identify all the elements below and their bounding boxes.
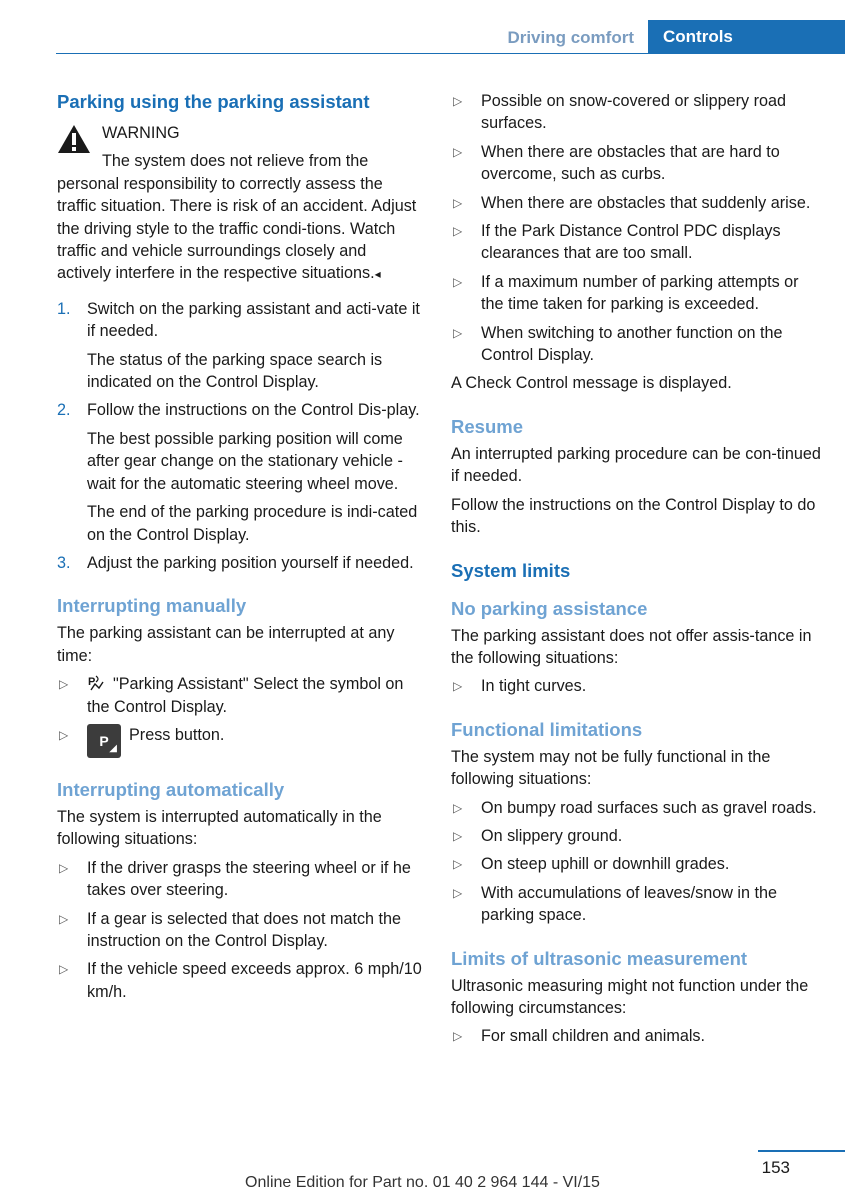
interruption-item-text: When there are obstacles that suddenly arise. <box>481 193 811 212</box>
section-title: Parking using the parking assistant <box>57 91 370 112</box>
manual-item-text: Press button. <box>129 725 225 744</box>
warning-text <box>57 173 424 286</box>
bullet-icon: ▷ <box>453 1029 463 1044</box>
no-assist-intro: The parking assistant does not offer assis-tance in the following situations: <box>451 626 812 667</box>
list-item <box>57 857 424 902</box>
parking-assistant-icon <box>87 674 107 692</box>
auto-item-text: If the vehicle speed exceeds approx. 6 mph/10 km/h. <box>87 960 422 1001</box>
resume-text-2: Follow the instructions on the Control Display to do this. <box>451 495 816 537</box>
bullet-icon: ▷ <box>453 325 463 340</box>
list-item <box>57 724 424 758</box>
functional-item-text: On slippery ground. <box>481 826 623 845</box>
step-item <box>57 298 424 394</box>
functional-intro: The system may not be fully functional in the following situations: <box>451 747 771 789</box>
warning-label: WARNING <box>102 124 180 142</box>
no-assist-list <box>451 675 821 697</box>
list-item <box>57 908 424 953</box>
bullet-icon: ▷ <box>453 885 463 900</box>
interruption-item-text: Possible on snow-covered or slippery road surfaces. <box>481 92 787 133</box>
manual-item-text: "Parking Assistant" Select the symbol on the Control Display. <box>87 675 404 716</box>
step-text: Adjust the parking position yourself if needed. <box>87 553 414 572</box>
list-item <box>57 958 424 1003</box>
list-item <box>451 825 821 847</box>
warning-icon <box>57 124 91 154</box>
interruption-list <box>451 90 821 366</box>
header-section-label: Driving comfort <box>507 28 634 47</box>
list-item <box>57 673 424 718</box>
list-item <box>451 853 821 875</box>
button-row <box>87 724 424 758</box>
step-number: 3. <box>57 553 71 572</box>
bullet-icon: ▷ <box>59 677 69 692</box>
auto-item-text: If the driver grasps the steering wheel or if he takes over steering. <box>87 858 411 900</box>
functional-item-text: On bumpy road surfaces such as gravel roads. <box>481 798 817 817</box>
bullet-icon: ▷ <box>453 274 463 289</box>
page-header <box>56 20 845 56</box>
bullet-icon: ▷ <box>453 144 463 159</box>
page-number: 153 <box>761 1158 790 1177</box>
list-item <box>451 882 821 927</box>
step-text: Follow the instructions on the Control Dis-play. <box>87 401 420 420</box>
heading-functional-limitations: Functional limitations <box>451 718 643 740</box>
list-item <box>451 1025 821 1047</box>
auto-intro: The system is interrupted automatically in the following situations: <box>57 807 382 849</box>
auto-item-text: If a gear is selected that does not match the instruction on the Control Display. <box>87 909 402 950</box>
functional-list <box>451 797 821 927</box>
step-number: 1. <box>57 299 71 318</box>
step-item <box>57 399 424 545</box>
bullet-icon: ▷ <box>453 828 463 843</box>
bullet-icon: ▷ <box>59 962 69 977</box>
bullet-icon: ▷ <box>453 679 463 694</box>
manual-list <box>57 673 424 758</box>
interruption-item-text: When there are obstacles that are hard to overcome, such as curbs. <box>481 142 780 184</box>
bullet-icon: ▷ <box>59 911 69 926</box>
list-item <box>451 192 821 214</box>
ultrasonic-intro: Ultrasonic measuring might not function under the following circumstances: <box>451 976 809 1017</box>
header-tab-controls: Controls <box>648 20 845 54</box>
list-item <box>451 220 821 265</box>
step-note: The best possible parking position will come after gear change on the stationary vehicle - wait for the automatic steering wheel move. <box>87 429 403 493</box>
ultrasonic-list <box>451 1025 821 1047</box>
step-note: The status of the parking space search is indicated on the Control Display. <box>87 350 383 392</box>
ultrasonic-item-text: For small children and animals. <box>481 1027 706 1046</box>
warning-text-rest: personal responsibility to correctly assess the traffic situation. There is risk of an accident. Adjust the driving style to the traffic condi-tions. Watch traffic and vehicle surroundings closely and actively interfere in the respective situations. <box>57 174 417 283</box>
bullet-icon: ▷ <box>59 727 69 742</box>
heading-interrupting-manually: Interrupting manually <box>57 595 247 617</box>
step-note: The end of the parking procedure is indi-cated on the Control Display. <box>87 503 418 544</box>
functional-item-text: With accumulations of leaves/snow in the parking space. <box>481 883 778 925</box>
bullet-icon: ▷ <box>453 195 463 210</box>
check-control-text: A Check Control message is displayed. <box>451 374 732 393</box>
header-rule <box>56 53 845 54</box>
warning-block <box>57 122 424 173</box>
interruption-item-text: When switching to another function on the Control Display. <box>481 323 783 365</box>
edition-note: Online Edition for Part no. 01 40 2 964 144 - VI/15 <box>245 1174 600 1191</box>
list-item <box>451 797 821 819</box>
left-column <box>57 90 424 1009</box>
step-number: 2. <box>57 401 71 420</box>
step-text: Switch on the parking assistant and acti-vate it if needed. <box>87 299 420 341</box>
list-item <box>451 141 821 186</box>
functional-item-text: On steep uphill or downhill grades. <box>481 855 730 874</box>
right-column <box>451 90 821 1054</box>
no-assist-item-text: In tight curves. <box>481 677 587 696</box>
heading-no-parking-assistance: No parking assistance <box>451 597 648 619</box>
interruption-item-text: If a maximum number of parking attempts or the time taken for parking is exceeded. <box>481 272 799 314</box>
bullet-icon: ▷ <box>59 860 69 875</box>
manual-intro: The parking assistant can be interrupted at any time: <box>57 624 395 665</box>
list-item <box>451 675 821 697</box>
warning-text-first: The system does not relieve from the <box>102 152 369 171</box>
svg-text:P: P <box>88 676 96 689</box>
heading-system-limits: System limits <box>451 559 571 581</box>
auto-list <box>57 857 424 1003</box>
bullet-icon: ▷ <box>453 224 463 239</box>
heading-interrupting-automatically: Interrupting automatically <box>57 778 285 800</box>
step-item <box>57 552 424 574</box>
list-item <box>451 271 821 316</box>
interruption-item-text: If the Park Distance Control PDC displays clearances that are too small. <box>481 222 781 263</box>
end-marker-icon: ◂ <box>374 267 381 282</box>
steps-list <box>57 298 424 574</box>
resume-text-1: An interrupted parking procedure can be con-tinued if needed. <box>451 444 821 486</box>
heading-limits-ultrasonic: Limits of ultrasonic measurement <box>451 947 748 969</box>
list-item <box>451 322 821 367</box>
bullet-icon: ▷ <box>453 800 463 815</box>
footer-rule <box>758 1150 845 1152</box>
bullet-icon: ▷ <box>453 857 463 872</box>
list-item <box>451 90 821 135</box>
heading-resume: Resume <box>451 415 523 437</box>
parking-button-icon: P ◢ <box>87 724 121 758</box>
bullet-icon: ▷ <box>453 94 463 108</box>
